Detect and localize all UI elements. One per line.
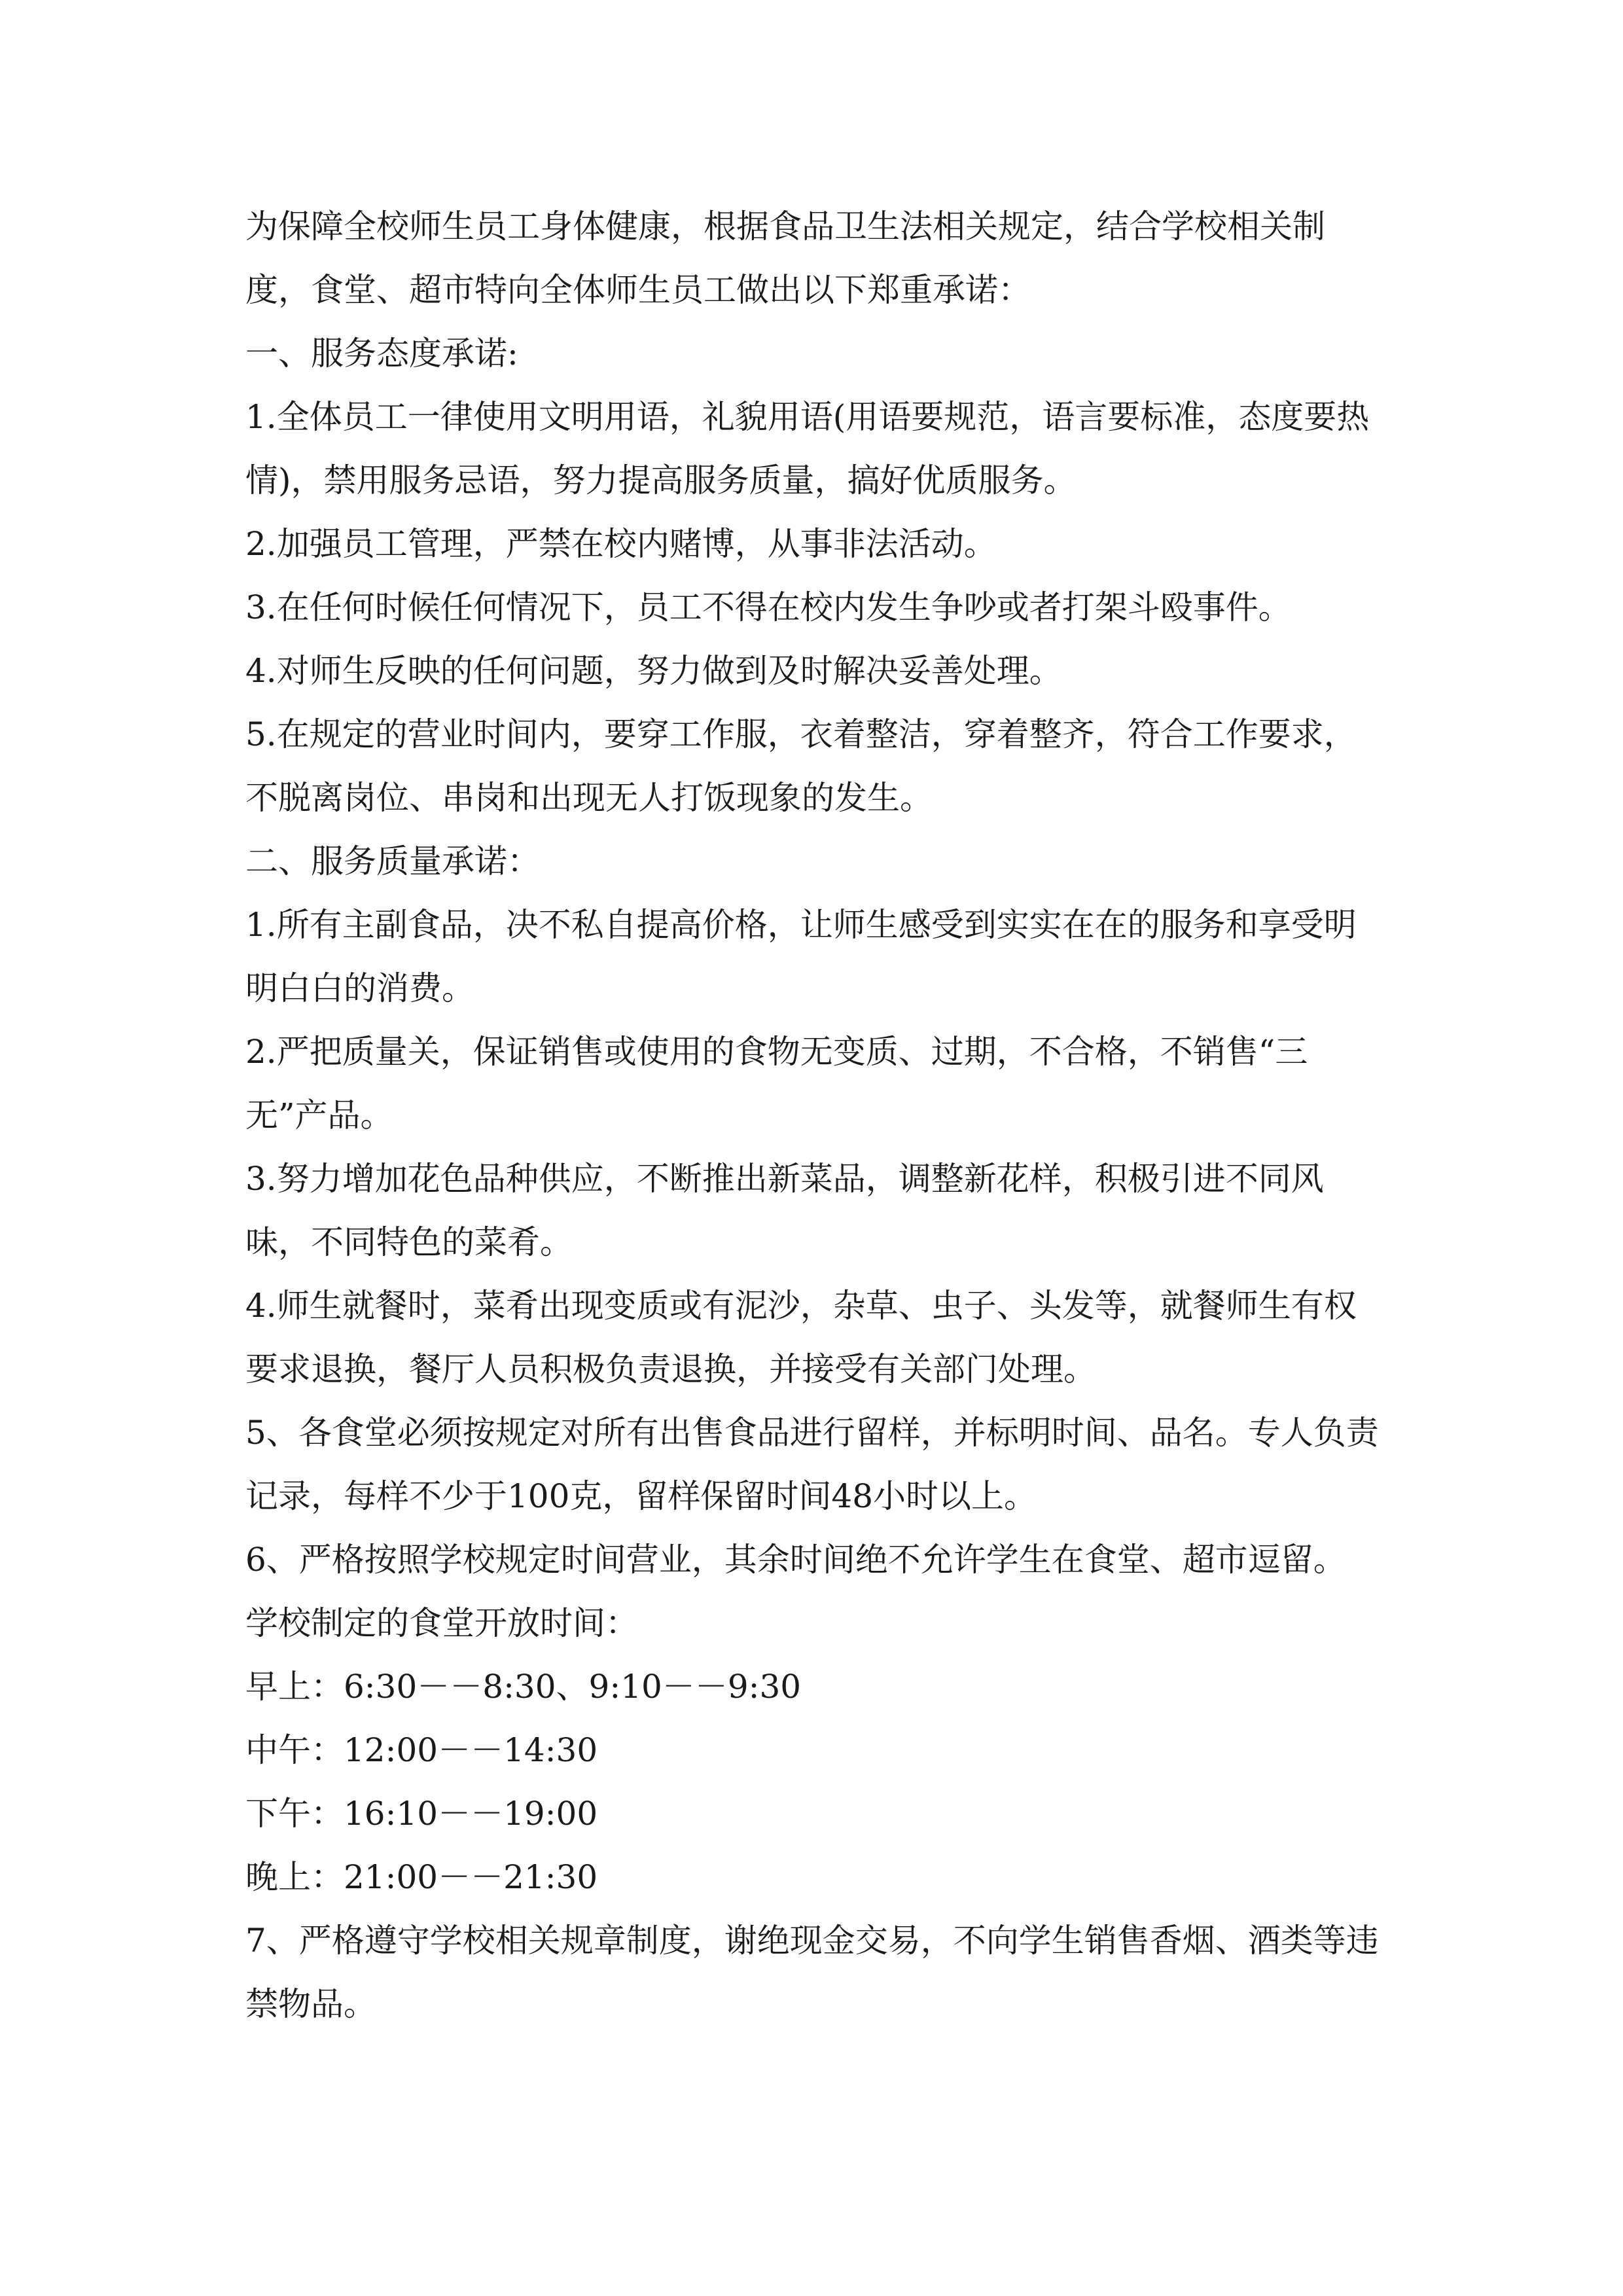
opening-hours-afternoon: 下午：16:10－－19:00 <box>245 1795 598 1833</box>
quality-item-5: 5、各食堂必须按规定对所有出售食品进行留样，并标明时间、品名。专人负责记录，每样不少于100克，留样保留时间48小时以上。 <box>245 1414 1379 1515</box>
document-body <box>245 195 1384 2036</box>
quality-item-7: 7、严格遵守学校相关规章制度，谢绝现金交易，不向学生销售香烟、酒类等违禁物品。 <box>245 1922 1379 2023</box>
attitude-item-1: 1.全体员工一律使用文明用语，礼貌用语(用语要规范，语言要标准，态度要热情)，禁用服务忌语，努力提高服务质量，搞好优质服务。 <box>245 398 1370 499</box>
attitude-item-4: 4.对师生反映的任何问题，努力做到及时解决妥善处理。 <box>245 652 1062 690</box>
section-heading-service-attitude: 一、服务态度承诺: <box>245 334 518 372</box>
quality-item-6: 6、严格按照学校规定时间营业，其余时间绝不允许学生在食堂、超市逗留。 <box>245 1541 1346 1579</box>
opening-hours-heading: 学校制定的食堂开放时间： <box>245 1604 638 1642</box>
opening-hours-morning: 早上：6:30－－8:30、9:10－－9:30 <box>245 1668 802 1706</box>
attitude-item-5: 5.在规定的营业时间内，要穿工作服，衣着整洁，穿着整齐，符合工作要求，不脱离岗位、串岗和出现无人打饭现象的发生。 <box>245 715 1357 817</box>
opening-hours-evening: 晚上：21:00－－21:30 <box>245 1858 598 1896</box>
opening-hours-noon: 中午：12:00－－14:30 <box>245 1731 598 1769</box>
quality-item-3: 3.努力增加花色品种供应，不断推出新菜品，调整新花样，积极引进不同风味，不同特色的菜肴。 <box>245 1160 1324 1261</box>
intro-paragraph: 为保障全校师生员工身体健康，根据食品卫生法相关规定，结合学校相关制度，食堂、超市特向全体师生员工做出以下郑重承诺： <box>245 207 1325 309</box>
quality-item-2: 2.严把质量关，保证销售或使用的食物无变质、过期，不合格，不销售“三无”产品。 <box>245 1033 1308 1134</box>
quality-item-4: 4.师生就餐时，菜肴出现变质或有泥沙，杂草、虫子、头发等，就餐师生有权要求退换，餐厅人员积极负责退换，并接受有关部门处理。 <box>245 1287 1357 1388</box>
attitude-item-2: 2.加强员工管理，严禁在校内赌博，从事非法活动。 <box>245 525 997 563</box>
attitude-item-3: 3.在任何时候任何情况下，员工不得在校内发生争吵或者打架斗殴事件。 <box>245 588 1291 626</box>
quality-item-1: 1.所有主副食品，决不私自提高价格，让师生感受到实实在在的服务和享受明明白白的消费。 <box>245 906 1357 1007</box>
section-heading-service-quality: 二、服务质量承诺： <box>245 842 540 880</box>
